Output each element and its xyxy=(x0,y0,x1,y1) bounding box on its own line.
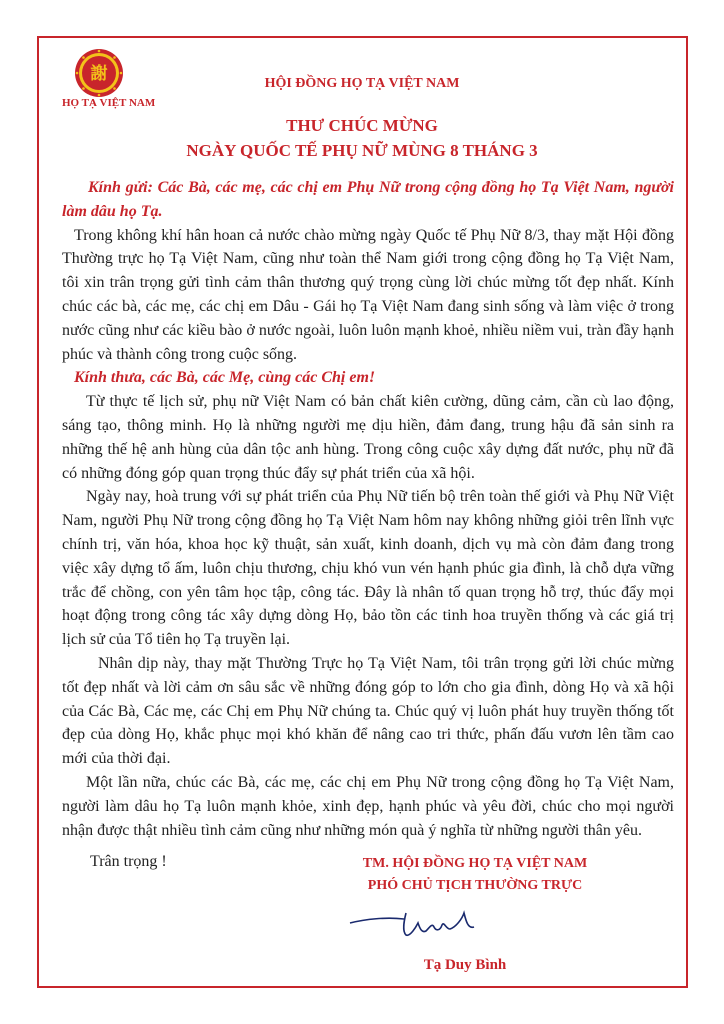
closing: Trân trọng ! xyxy=(90,853,167,871)
signatory-name: Tạ Duy Bình xyxy=(423,957,507,973)
paragraph-2: Từ thực tế lịch sử, phụ nữ Việt Nam có bản chất kiên cường, dũng cảm, cần cù lao động, sáng tạo, thông minh. Họ là những người mẹ dịu hiền, đảm đang, trung hậu đã sản sinh ra những thế hệ anh hùng của dân tộc anh hùng. Trong công cuộc xây dựng đất nước, phụ nữ đã có những đóng góp quan trọng thúc đẩy sự phát triển của xã hội. xyxy=(62,393,674,482)
paragraph-1: Trong không khí hân hoan cả nước chào mừng ngày Quốc tế Phụ Nữ 8/3, thay mặt Hội đồng Thường trực họ Tạ Việt Nam, cũng như toàn thể Nam giới trong cộng đồng họ Tạ Việt Nam, tôi xin trân trọng gửi tình cảm thân thương quý trọng cùng lời chúc mừng tốt đẹp nhất. Kính chúc các bà, các mẹ, các chị em Dâu - Gái họ Tạ Việt Nam đang sinh sống và làm việc ở trong nước cũng như các kiều bào ở nước ngoài, luôn luôn mạnh khoẻ, nhiều niềm vui, tràn đầy hạnh phúc và thành công trong cuộc sống. xyxy=(62,226,674,363)
clan-seal-logo-icon xyxy=(74,48,124,98)
salutation: Kính gửi: Các Bà, các mẹ, các chị em Phụ Nữ trong cộng đồng họ Tạ Việt Nam, người làm dâu họ Tạ. xyxy=(62,179,674,220)
logo-glyph: 謝 xyxy=(90,64,108,84)
paragraph-5: Một lần nữa, chúc các Bà, các mẹ, các chị em Phụ Nữ trong cộng đồng họ Tạ Việt Nam, người làm dâu họ Tạ luôn mạnh khỏe, xinh đẹp, hạnh phúc và yêu đời, chúc cho mọi người nhận được thật nhiều tình cảm cũng như những món quà ý nghĩa từ những người thân yêu. xyxy=(62,773,674,839)
letter-subtitle: NGÀY QUỐC TẾ PHỤ NỮ MÙNG 8 THÁNG 3 xyxy=(186,141,538,160)
paragraph-3: Ngày nay, hoà trung với sự phát triển của Phụ Nữ tiến bộ trên toàn thế giới và Phụ Nữ Việt Nam, người Phụ Nữ trong cộng đồng họ Tạ Việt Nam hôm nay không những giỏi trên lĩnh vực chính trị, văn hóa, khoa học kỹ thuật, sản xuất, kinh doanh, dịch vụ mà còn đảm đang trong việc xây dựng tổ ấm, luôn chịu thương, chịu khó vun vén hạnh phúc gia đình, là chỗ dựa vững trắc để chồng, con yên tâm học tập, công tác. Đây là nhân tố quan trọng hỗ trợ, thúc đẩy mọi hoạt động trong công tác xây dựng dòng Họ, bảo tồn các tinh hoa truyền thống và các giá trị lịch sử của Tổ tiên họ Tạ truyền lại. xyxy=(62,488,674,649)
signatory-org: TM. HỘI ĐỒNG HỌ TẠ VIỆT NAM xyxy=(362,856,588,871)
signatory-title: PHÓ CHỦ TỊCH THƯỜNG TRỰC xyxy=(367,878,583,893)
logo-caption: HỌ TẠ VIỆT NAM xyxy=(62,97,156,109)
paragraph-4: Nhân dịp này, thay mặt Thường Trực họ Tạ Việt Nam, tôi trân trọng gửi lời chúc mừng tốt đẹp nhất và lời cảm ơn sâu sắc về những đóng góp to lớn cho gia đình, dòng Họ và xã hội của Các Bà, Các mẹ, các Chị em Phụ Nữ chúng ta. Chúc quý vị luôn phát huy truyền thống tốt đẹp của dòng Họ, khắc phục mọi khó khăn để nâng cao tri thức, phấn đấu vươn lên tầm cao mới của thời đại. xyxy=(62,654,674,768)
letter-body xyxy=(62,176,674,874)
org-header: HỘI ĐỒNG HỌ TẠ VIỆT NAM xyxy=(264,76,460,91)
greeting: Kính thưa, các Bà, các Mẹ, cùng các Chị em! xyxy=(74,369,376,387)
letter-title: THƯ CHÚC MỪNG xyxy=(286,116,438,135)
handwritten-signature-icon xyxy=(346,905,526,945)
